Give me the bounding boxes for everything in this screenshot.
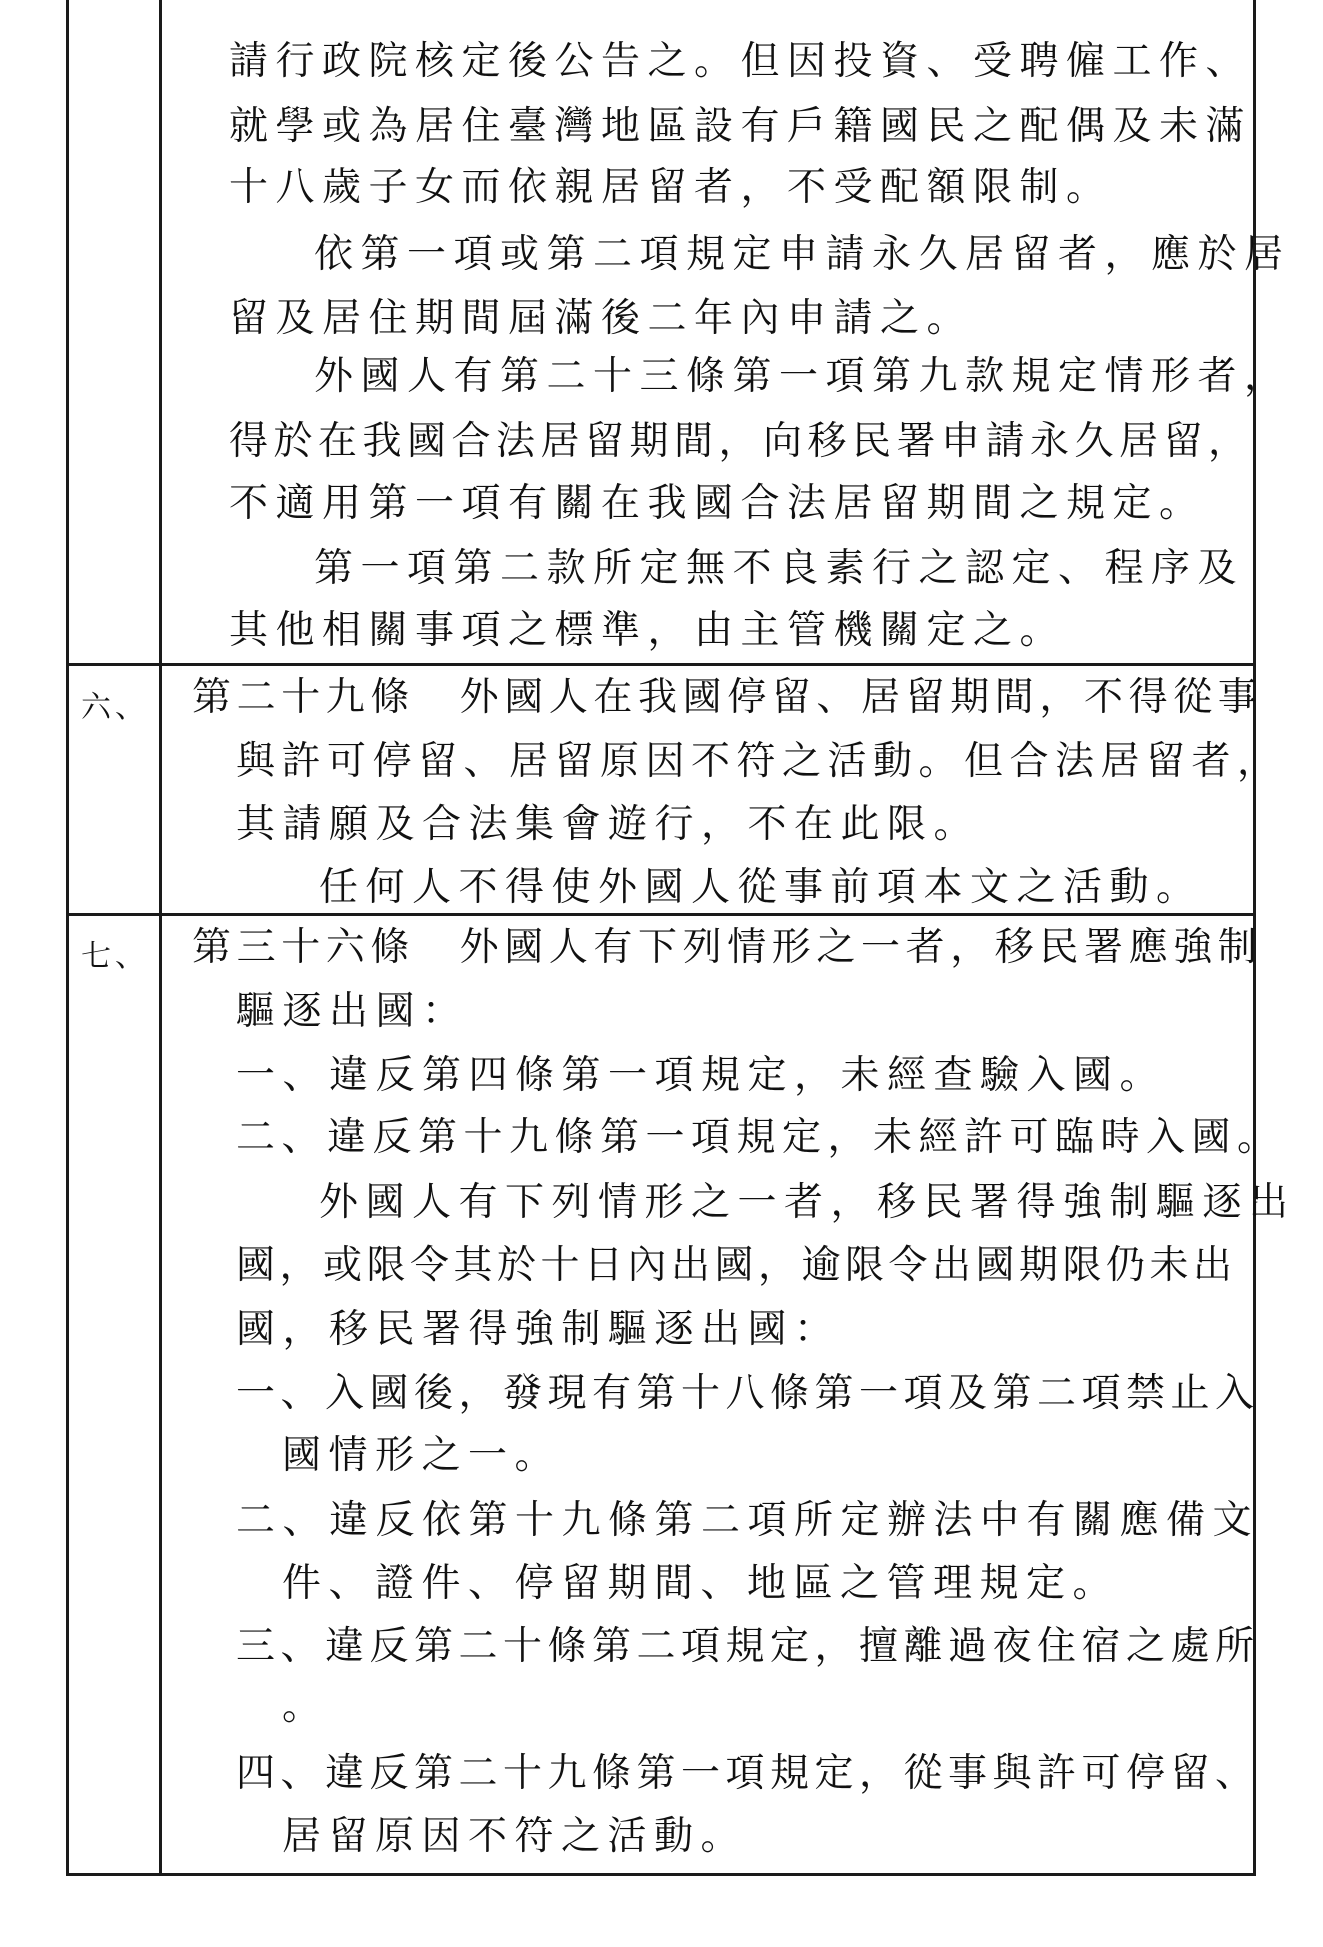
- body-line: 任何人不得使外國人從事前項本文之活動。: [319, 865, 1203, 910]
- body-line: 其請願及合法集會遊行，不在此限。: [236, 802, 981, 847]
- list-item-continuation: 件、證件、停留期間、地區之管理規定。: [282, 1561, 1120, 1606]
- article-29-heading-line: 第二十九條 外國人在我國停留、居留期間，不得從事: [192, 675, 1263, 720]
- list-item: 一、入國後，發現有第十八條第一項及第二項禁止入: [236, 1371, 1260, 1416]
- list-item-continuation: 國情形之一。: [282, 1433, 562, 1478]
- body-line: 得於在我國合法居留期間，向移民署申請永久居留，: [229, 419, 1253, 464]
- list-item: 二、違反第十九條第一項規定，未經許可臨時入國。: [236, 1115, 1283, 1160]
- body-line: 十八歲子女而依親居留者，不受配額限制。: [229, 165, 1113, 210]
- row-number-seven: 七、: [81, 939, 149, 974]
- body-line: 第一項第二款所定無不良素行之認定、程序及: [314, 546, 1245, 591]
- list-item: 四、違反第二十九條第一項規定，從事與許可停留、: [236, 1751, 1260, 1796]
- body-line: 國，移民署得強制驅逐出國：: [236, 1307, 841, 1352]
- row-divider-1: [69, 663, 1253, 666]
- row-divider-2: [69, 913, 1253, 916]
- column-divider: [159, 0, 162, 1873]
- body-line: 依第一項或第二項規定申請永久居留者，應於居: [314, 232, 1291, 277]
- body-line: 外國人有下列情形之一者，移民署得強制驅逐出: [319, 1180, 1296, 1225]
- body-line: 不適用第一項有關在我國合法居留期間之規定。: [229, 481, 1206, 526]
- row-number-six: 六、: [81, 690, 149, 725]
- body-line: 請行政院核定後公告之。但因投資、受聘僱工作、: [229, 39, 1253, 84]
- body-line: 其他相關事項之標準，由主管機關定之。: [229, 608, 1067, 653]
- list-item-continuation: 居留原因不符之活動。: [282, 1814, 748, 1859]
- article-36-heading-line: 第三十六條 外國人有下列情形之一者，移民署應強制: [192, 925, 1263, 970]
- list-item: 三、違反第二十條第二項規定，擅離過夜住宿之處所: [236, 1624, 1260, 1669]
- body-line: 驅逐出國：: [236, 989, 469, 1034]
- body-line: 就學或為居住臺灣地區設有戶籍國民之配偶及未滿: [229, 104, 1253, 149]
- list-item: 二、違反依第十九條第二項所定辦法中有關應備文: [236, 1498, 1260, 1543]
- list-item-continuation: 。: [282, 1684, 329, 1729]
- body-line: 國，或限令其於十日內出國，逾限令出國期限仍未出: [236, 1243, 1237, 1288]
- list-item: 一、違反第四條第一項規定，未經查驗入國。: [236, 1053, 1167, 1098]
- body-line: 外國人有第二十三條第一項第九款規定情形者，: [314, 354, 1291, 399]
- body-line: 與許可停留、居留原因不符之活動。但合法居留者，: [236, 739, 1283, 784]
- body-line: 留及居住期間屆滿後二年內申請之。: [229, 296, 974, 341]
